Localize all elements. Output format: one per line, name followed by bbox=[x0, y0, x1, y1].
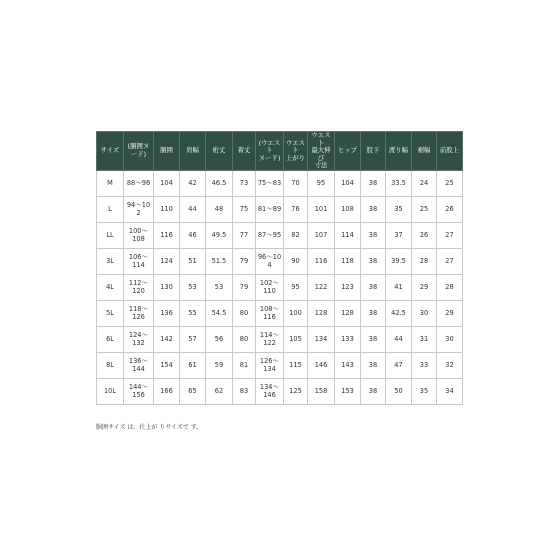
table-cell: 80 bbox=[233, 300, 256, 326]
size-label-cell: M bbox=[97, 170, 124, 196]
table-cell: 96〜104 bbox=[256, 248, 284, 274]
table-cell: 25 bbox=[437, 170, 463, 196]
table-cell: 46 bbox=[180, 222, 206, 248]
table-cell: 47 bbox=[386, 352, 412, 378]
table-cell: 102〜 110 bbox=[256, 274, 284, 300]
column-header: ウエスト 最大伸び 寸法 bbox=[308, 132, 335, 171]
table-cell: 38 bbox=[361, 378, 386, 404]
table-cell: 116 bbox=[308, 248, 335, 274]
size-label-cell: L bbox=[97, 196, 124, 222]
size-label-cell: LL bbox=[97, 222, 124, 248]
table-row bbox=[97, 170, 463, 196]
table-cell: 27 bbox=[437, 222, 463, 248]
table-cell: 124〜 132 bbox=[124, 326, 154, 352]
table-cell: 134 bbox=[308, 326, 335, 352]
table-cell: 37 bbox=[386, 222, 412, 248]
column-header: 裾幅 bbox=[412, 132, 437, 171]
table-cell: 44 bbox=[180, 196, 206, 222]
table-cell: 34 bbox=[437, 378, 463, 404]
size-chart bbox=[96, 131, 462, 405]
table-cell: 51.5 bbox=[206, 248, 233, 274]
table-cell: 51 bbox=[180, 248, 206, 274]
table-cell: 38 bbox=[361, 196, 386, 222]
table-cell: 146 bbox=[308, 352, 335, 378]
size-label-cell: 3L bbox=[97, 248, 124, 274]
table-cell: 44 bbox=[386, 326, 412, 352]
table-cell: 59 bbox=[206, 352, 233, 378]
table-row bbox=[97, 300, 463, 326]
table-cell: 38 bbox=[361, 326, 386, 352]
table-cell: 25 bbox=[412, 196, 437, 222]
table-cell: 27 bbox=[437, 248, 463, 274]
table-cell: 106〜 114 bbox=[124, 248, 154, 274]
table-cell: 90 bbox=[284, 248, 308, 274]
table-cell: 107 bbox=[308, 222, 335, 248]
table-cell: 95 bbox=[284, 274, 308, 300]
table-cell: 61 bbox=[180, 352, 206, 378]
table-cell: 114〜 122 bbox=[256, 326, 284, 352]
table-row bbox=[97, 352, 463, 378]
table-cell: 42 bbox=[180, 170, 206, 196]
table-cell: 104 bbox=[154, 170, 180, 196]
table-row bbox=[97, 274, 463, 300]
table-cell: 62 bbox=[206, 378, 233, 404]
table-cell: 144〜 156 bbox=[124, 378, 154, 404]
table-cell: 81〜89 bbox=[256, 196, 284, 222]
table-cell: 76 bbox=[284, 196, 308, 222]
table-cell: 94〜102 bbox=[124, 196, 154, 222]
table-cell: 73 bbox=[233, 170, 256, 196]
table-cell: 30 bbox=[437, 326, 463, 352]
table-row bbox=[97, 196, 463, 222]
table-cell: 104 bbox=[335, 170, 361, 196]
table-cell: 122 bbox=[308, 274, 335, 300]
table-cell: 108〜 116 bbox=[256, 300, 284, 326]
table-cell: 75 bbox=[233, 196, 256, 222]
column-header: 胴囲 bbox=[154, 132, 180, 171]
table-cell: 28 bbox=[437, 274, 463, 300]
table-cell: 110 bbox=[154, 196, 180, 222]
table-cell: 134〜 146 bbox=[256, 378, 284, 404]
column-header: 着丈 bbox=[233, 132, 256, 171]
table-cell: 70 bbox=[284, 170, 308, 196]
table-cell: 49.5 bbox=[206, 222, 233, 248]
table-cell: 75〜83 bbox=[256, 170, 284, 196]
table-body bbox=[97, 170, 463, 404]
table-cell: 46.5 bbox=[206, 170, 233, 196]
table-cell: 81 bbox=[233, 352, 256, 378]
table-cell: 56 bbox=[206, 326, 233, 352]
table-cell: 118〜 126 bbox=[124, 300, 154, 326]
table-cell: 41 bbox=[386, 274, 412, 300]
table-cell: 100 bbox=[284, 300, 308, 326]
table-cell: 38 bbox=[361, 352, 386, 378]
table-cell: 136〜 144 bbox=[124, 352, 154, 378]
table-cell: 118 bbox=[335, 248, 361, 274]
table-cell: 116 bbox=[154, 222, 180, 248]
table-cell: 123 bbox=[335, 274, 361, 300]
table-cell: 33.5 bbox=[386, 170, 412, 196]
table-header-row bbox=[97, 132, 463, 171]
table-cell: 87〜95 bbox=[256, 222, 284, 248]
table-cell: 24 bbox=[412, 170, 437, 196]
table-cell: 50 bbox=[386, 378, 412, 404]
table-cell: 126〜 134 bbox=[256, 352, 284, 378]
table-cell: 154 bbox=[154, 352, 180, 378]
table-cell: 53 bbox=[180, 274, 206, 300]
table-cell: 31 bbox=[412, 326, 437, 352]
table-cell: 38 bbox=[361, 170, 386, 196]
table-cell: 95 bbox=[308, 170, 335, 196]
table-cell: 57 bbox=[180, 326, 206, 352]
size-note: 胴囲サイズ は、仕上が りサイズで す。 bbox=[96, 424, 203, 431]
table-cell: 33 bbox=[412, 352, 437, 378]
column-header: サイズ bbox=[97, 132, 124, 171]
table-row bbox=[97, 222, 463, 248]
table-cell: 124 bbox=[154, 248, 180, 274]
table-cell: 133 bbox=[335, 326, 361, 352]
table-row bbox=[97, 326, 463, 352]
table-cell: 125 bbox=[284, 378, 308, 404]
table-cell: 26 bbox=[412, 222, 437, 248]
table-cell: 136 bbox=[154, 300, 180, 326]
table-cell: 100〜 108 bbox=[124, 222, 154, 248]
column-header: ヒップ bbox=[335, 132, 361, 171]
table-cell: 143 bbox=[335, 352, 361, 378]
table-cell: 108 bbox=[335, 196, 361, 222]
table-cell: 101 bbox=[308, 196, 335, 222]
table-cell: 128 bbox=[308, 300, 335, 326]
table-cell: 29 bbox=[437, 300, 463, 326]
table-cell: 158 bbox=[308, 378, 335, 404]
table-cell: 38 bbox=[361, 300, 386, 326]
table-cell: 26 bbox=[437, 196, 463, 222]
column-header: 桁丈 bbox=[206, 132, 233, 171]
table-cell: 42.5 bbox=[386, 300, 412, 326]
table-cell: 29 bbox=[412, 274, 437, 300]
size-label-cell: 6L bbox=[97, 326, 124, 352]
table-cell: 105 bbox=[284, 326, 308, 352]
column-header: 前股上 bbox=[437, 132, 463, 171]
table-cell: 80 bbox=[233, 326, 256, 352]
table-cell: 128 bbox=[335, 300, 361, 326]
table-cell: 35 bbox=[386, 196, 412, 222]
column-header: (ウエスト ヌード) bbox=[256, 132, 284, 171]
table-cell: 35 bbox=[412, 378, 437, 404]
size-table bbox=[96, 131, 463, 405]
table-cell: 130 bbox=[154, 274, 180, 300]
table-cell: 39.5 bbox=[386, 248, 412, 274]
size-label-cell: 4L bbox=[97, 274, 124, 300]
table-cell: 88〜96 bbox=[124, 170, 154, 196]
table-cell: 166 bbox=[154, 378, 180, 404]
table-cell: 55 bbox=[180, 300, 206, 326]
table-cell: 53 bbox=[206, 274, 233, 300]
table-cell: 115 bbox=[284, 352, 308, 378]
column-header: (胴囲ヌ ード) bbox=[124, 132, 154, 171]
column-header: 渡り幅 bbox=[386, 132, 412, 171]
table-cell: 77 bbox=[233, 222, 256, 248]
table-cell: 28 bbox=[412, 248, 437, 274]
table-cell: 142 bbox=[154, 326, 180, 352]
table-row bbox=[97, 248, 463, 274]
table-cell: 54.5 bbox=[206, 300, 233, 326]
size-label-cell: 10L bbox=[97, 378, 124, 404]
table-cell: 82 bbox=[284, 222, 308, 248]
table-cell: 48 bbox=[206, 196, 233, 222]
table-row bbox=[97, 378, 463, 404]
table-cell: 79 bbox=[233, 274, 256, 300]
size-label-cell: 5L bbox=[97, 300, 124, 326]
table-cell: 65 bbox=[180, 378, 206, 404]
table-cell: 83 bbox=[233, 378, 256, 404]
table-cell: 153 bbox=[335, 378, 361, 404]
table-cell: 32 bbox=[437, 352, 463, 378]
table-cell: 38 bbox=[361, 274, 386, 300]
table-cell: 38 bbox=[361, 248, 386, 274]
table-cell: 38 bbox=[361, 222, 386, 248]
table-cell: 112〜 120 bbox=[124, 274, 154, 300]
column-header: 肩幅 bbox=[180, 132, 206, 171]
table-cell: 79 bbox=[233, 248, 256, 274]
column-header: ウエスト 上がり bbox=[284, 132, 308, 171]
table-cell: 30 bbox=[412, 300, 437, 326]
table-cell: 114 bbox=[335, 222, 361, 248]
size-label-cell: 8L bbox=[97, 352, 124, 378]
column-header: 股下 bbox=[361, 132, 386, 171]
